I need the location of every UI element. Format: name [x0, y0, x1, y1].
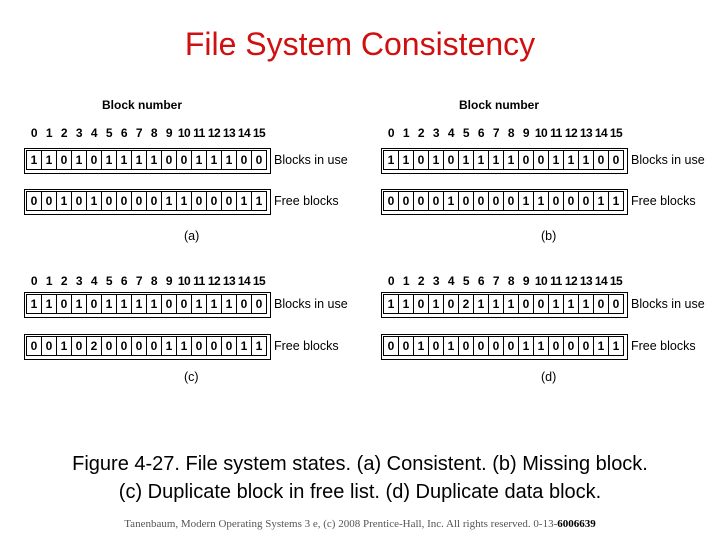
bitmap-cell: 0	[42, 191, 57, 211]
block-number: 7	[492, 274, 500, 288]
block-number: 14	[594, 126, 608, 140]
in-use-bitmap	[24, 148, 271, 174]
footer-text: Tanenbaum, Modern Operating Systems 3 e, (c) 2008 Prentice-Hall, Inc. All rights reserved. 0-13-	[124, 518, 558, 530]
block-number-header: Block number	[459, 98, 540, 112]
bitmap-cell: 1	[459, 150, 474, 170]
bitmap-cell: 0	[72, 191, 87, 211]
bitmap-cell: 1	[192, 294, 207, 314]
bitmap-cell: 1	[594, 191, 609, 211]
bitmap-cell: 1	[207, 150, 222, 170]
bitmap-cell: 0	[222, 191, 237, 211]
block-number: 15	[252, 274, 266, 288]
bitmap-cell: 1	[534, 336, 549, 356]
block-number: 5	[462, 126, 470, 140]
bitmap-cell: 0	[26, 191, 42, 211]
bitmap-cell: 1	[132, 294, 147, 314]
block-number: 2	[417, 126, 425, 140]
block-number: 3	[75, 274, 83, 288]
bitmap-cell: 0	[504, 191, 519, 211]
bitmap-cell: 0	[534, 294, 549, 314]
bitmap-cell: 0	[429, 191, 444, 211]
bitmap-cell: 1	[222, 294, 237, 314]
free-blocks-label: Free blocks	[274, 194, 339, 208]
block-number: 7	[492, 126, 500, 140]
bitmap-cell: 0	[414, 191, 429, 211]
panel-caption: (b)	[541, 229, 557, 243]
block-number: 4	[90, 126, 98, 140]
bitmap-cell: 0	[579, 336, 594, 356]
bitmap-cell: 1	[383, 294, 399, 314]
bitmap-cell: 1	[579, 150, 594, 170]
bitmap-cell: 0	[534, 150, 549, 170]
bitmap-cell: 1	[519, 191, 534, 211]
block-number: 13	[222, 274, 236, 288]
bitmap-cell: 0	[609, 294, 624, 314]
bitmap-cell: 1	[579, 294, 594, 314]
bitmap-cell: 2	[459, 294, 474, 314]
block-number: 15	[252, 126, 266, 140]
bitmap-cell: 1	[399, 150, 414, 170]
block-number: 1	[402, 126, 410, 140]
bitmap-cell: 1	[399, 294, 414, 314]
figure-caption-line-1: Figure 4-27. File system states. (a) Consistent. (b) Missing block.	[72, 453, 648, 475]
in-use-bitmap	[381, 292, 628, 318]
free-bitmap	[381, 334, 628, 360]
block-number: 0	[30, 126, 38, 140]
bitmap-cell: 0	[489, 191, 504, 211]
bitmap-cell: 1	[102, 150, 117, 170]
block-number: 9	[522, 274, 530, 288]
block-number: 14	[237, 126, 251, 140]
bitmap-cell: 1	[117, 150, 132, 170]
bitmap-cell: 1	[237, 336, 252, 356]
bitmap-cell: 1	[162, 191, 177, 211]
block-number: 10	[534, 126, 548, 140]
bitmap-cell: 1	[147, 150, 162, 170]
block-number: 2	[60, 126, 68, 140]
block-number: 10	[534, 274, 548, 288]
bitmap-cell: 0	[399, 191, 414, 211]
panel-caption: (c)	[184, 370, 199, 384]
block-number: 9	[165, 126, 173, 140]
bitmap-cell: 0	[459, 191, 474, 211]
in-use-bitmap	[24, 292, 271, 318]
bitmap-cell: 1	[192, 150, 207, 170]
slide-title: File System Consistency	[184, 26, 536, 62]
blocks-in-use-label: Blocks in use	[631, 297, 705, 311]
block-number: 9	[165, 274, 173, 288]
blocks-in-use-label: Blocks in use	[274, 153, 348, 167]
block-number: 0	[387, 126, 395, 140]
bitmap-cell: 0	[207, 191, 222, 211]
copyright-footer	[0, 518, 720, 530]
bitmap-cell: 0	[414, 294, 429, 314]
bitmap-cell: 1	[237, 191, 252, 211]
block-number: 3	[432, 274, 440, 288]
bitmap-cell: 0	[222, 336, 237, 356]
bitmap-cell: 1	[609, 336, 624, 356]
block-number: 13	[579, 274, 593, 288]
bitmap-cell: 0	[414, 150, 429, 170]
bitmap-cell: 1	[72, 150, 87, 170]
block-number: 3	[432, 126, 440, 140]
bitmap-cell: 2	[87, 336, 102, 356]
free-blocks-label: Free blocks	[631, 194, 696, 208]
bitmap-cell: 1	[42, 150, 57, 170]
block-number: 4	[447, 274, 455, 288]
bitmap-cell: 1	[72, 294, 87, 314]
block-number: 7	[135, 126, 143, 140]
block-number: 10	[177, 274, 191, 288]
block-number: 2	[417, 274, 425, 288]
free-bitmap	[381, 189, 628, 215]
bitmap-cell: 0	[117, 191, 132, 211]
bitmap-cell: 0	[564, 336, 579, 356]
bitmap-cell: 1	[87, 191, 102, 211]
bitmap-cell: 0	[132, 336, 147, 356]
bitmap-cell: 1	[429, 150, 444, 170]
block-number: 8	[507, 126, 515, 140]
bitmap-cell: 0	[117, 336, 132, 356]
bitmap-cell: 0	[383, 336, 399, 356]
bitmap-cell: 0	[102, 191, 117, 211]
bitmap-cell: 0	[459, 336, 474, 356]
panel-d	[381, 252, 721, 384]
block-number: 4	[90, 274, 98, 288]
bitmap-cell: 0	[399, 336, 414, 356]
bitmap-cell: 1	[534, 191, 549, 211]
bitmap-cell: 1	[57, 336, 72, 356]
bitmap-cell: 0	[57, 150, 72, 170]
bitmap-cell: 0	[564, 191, 579, 211]
block-number: 14	[594, 274, 608, 288]
bitmap-cell: 1	[383, 150, 399, 170]
bitmap-cell: 1	[177, 191, 192, 211]
block-number: 3	[75, 126, 83, 140]
bitmap-cell: 1	[549, 150, 564, 170]
bitmap-cell: 0	[26, 336, 42, 356]
block-number: 0	[30, 274, 38, 288]
bitmap-cell: 1	[564, 150, 579, 170]
blocks-in-use-label: Blocks in use	[274, 297, 348, 311]
bitmap-cell: 1	[594, 336, 609, 356]
block-number: 12	[207, 126, 221, 140]
panel-b	[381, 98, 721, 243]
bitmap-cell: 1	[429, 294, 444, 314]
bitmap-cell: 0	[519, 294, 534, 314]
block-number: 10	[177, 126, 191, 140]
bitmap-cell: 1	[519, 336, 534, 356]
bitmap-cell: 0	[252, 294, 267, 314]
blocks-in-use-label: Blocks in use	[631, 153, 705, 167]
block-number: 12	[207, 274, 221, 288]
bitmap-cell: 1	[474, 294, 489, 314]
free-bitmap	[24, 189, 271, 215]
panel-a	[24, 98, 364, 243]
in-use-bitmap	[381, 148, 628, 174]
free-bitmap	[24, 334, 271, 360]
bitmap-cell: 0	[42, 336, 57, 356]
block-number: 5	[105, 274, 113, 288]
bitmap-cell: 1	[26, 150, 42, 170]
bitmap-cell: 1	[549, 294, 564, 314]
block-number: 8	[507, 274, 515, 288]
block-number: 8	[150, 274, 158, 288]
bitmap-cell: 0	[444, 150, 459, 170]
bitmap-cell: 0	[87, 150, 102, 170]
block-number: 13	[222, 126, 236, 140]
block-number: 11	[550, 126, 562, 140]
block-number: 7	[135, 274, 143, 288]
bitmap-cell: 0	[579, 191, 594, 211]
figure-caption-line-2: (c) Duplicate block in free list. (d) Duplicate data block.	[118, 481, 602, 503]
bitmap-cell: 0	[57, 294, 72, 314]
bitmap-cell: 1	[252, 191, 267, 211]
block-number: 11	[193, 126, 205, 140]
block-number: 5	[105, 126, 113, 140]
bitmap-cell: 0	[474, 336, 489, 356]
block-number: 1	[45, 126, 53, 140]
free-blocks-label: Free blocks	[274, 339, 339, 353]
bitmap-cell: 1	[102, 294, 117, 314]
block-number: 13	[579, 126, 593, 140]
bitmap-cell: 1	[207, 294, 222, 314]
bitmap-cell: 0	[162, 150, 177, 170]
bitmap-cell: 0	[147, 191, 162, 211]
bitmap-cell: 1	[42, 294, 57, 314]
bitmap-cell: 0	[72, 336, 87, 356]
block-number: 14	[237, 274, 251, 288]
bitmap-cell: 0	[237, 294, 252, 314]
bitmap-cell: 0	[504, 336, 519, 356]
block-number: 15	[609, 274, 623, 288]
block-number: 6	[477, 126, 485, 140]
bitmap-cell: 0	[252, 150, 267, 170]
bitmap-cell: 0	[192, 336, 207, 356]
block-number: 8	[150, 126, 158, 140]
block-number: 4	[447, 126, 455, 140]
bitmap-cell: 1	[252, 336, 267, 356]
bitmap-cell: 0	[383, 191, 399, 211]
bitmap-cell: 1	[474, 150, 489, 170]
bitmap-cell: 1	[117, 294, 132, 314]
block-number: 9	[522, 126, 530, 140]
bitmap-cell: 0	[192, 191, 207, 211]
bitmap-cell: 1	[444, 191, 459, 211]
bitmap-cell: 0	[519, 150, 534, 170]
panel-caption: (d)	[541, 370, 557, 384]
bitmap-cell: 0	[177, 294, 192, 314]
bitmap-cell: 1	[222, 150, 237, 170]
footer-isbn: 6006639	[557, 518, 596, 530]
bitmap-cell: 0	[207, 336, 222, 356]
bitmap-cell: 1	[26, 294, 42, 314]
free-blocks-label: Free blocks	[631, 339, 696, 353]
block-number: 6	[477, 274, 485, 288]
block-number: 15	[609, 126, 623, 140]
bitmap-cell: 0	[609, 150, 624, 170]
bitmap-cell: 0	[444, 294, 459, 314]
bitmap-cell: 0	[549, 336, 564, 356]
bitmap-cell: 0	[102, 336, 117, 356]
block-number: 1	[45, 274, 53, 288]
block-number: 12	[564, 274, 578, 288]
block-number: 11	[550, 274, 562, 288]
bitmap-cell: 1	[489, 294, 504, 314]
bitmap-cell: 0	[147, 336, 162, 356]
bitmap-cell: 0	[489, 336, 504, 356]
bitmap-cell: 0	[87, 294, 102, 314]
bitmap-cell: 0	[177, 150, 192, 170]
panel-c	[24, 252, 364, 384]
panel-caption: (a)	[184, 229, 200, 243]
block-number: 6	[120, 126, 128, 140]
figure-caption	[0, 450, 720, 506]
bitmap-cell: 1	[57, 191, 72, 211]
block-number: 5	[462, 274, 470, 288]
block-number: 1	[402, 274, 410, 288]
bitmap-cell: 1	[504, 150, 519, 170]
bitmap-cell: 1	[564, 294, 579, 314]
bitmap-cell: 1	[414, 336, 429, 356]
bitmap-cell: 1	[177, 336, 192, 356]
bitmap-cell: 0	[474, 191, 489, 211]
bitmap-cell: 0	[594, 150, 609, 170]
block-number-header: Block number	[102, 98, 183, 112]
bitmap-cell: 1	[489, 150, 504, 170]
bitmap-cell: 1	[609, 191, 624, 211]
block-number: 0	[387, 274, 395, 288]
bitmap-cell: 1	[147, 294, 162, 314]
block-number: 6	[120, 274, 128, 288]
bitmap-cell: 1	[162, 336, 177, 356]
bitmap-cell: 0	[429, 336, 444, 356]
bitmap-cell: 0	[549, 191, 564, 211]
block-number: 11	[193, 274, 205, 288]
bitmap-cell: 0	[237, 150, 252, 170]
bitmap-cell: 0	[162, 294, 177, 314]
bitmap-cell: 0	[594, 294, 609, 314]
block-number: 12	[564, 126, 578, 140]
bitmap-cell: 1	[504, 294, 519, 314]
bitmap-cell: 0	[132, 191, 147, 211]
bitmap-cell: 1	[444, 336, 459, 356]
block-number: 2	[60, 274, 68, 288]
bitmap-cell: 1	[132, 150, 147, 170]
